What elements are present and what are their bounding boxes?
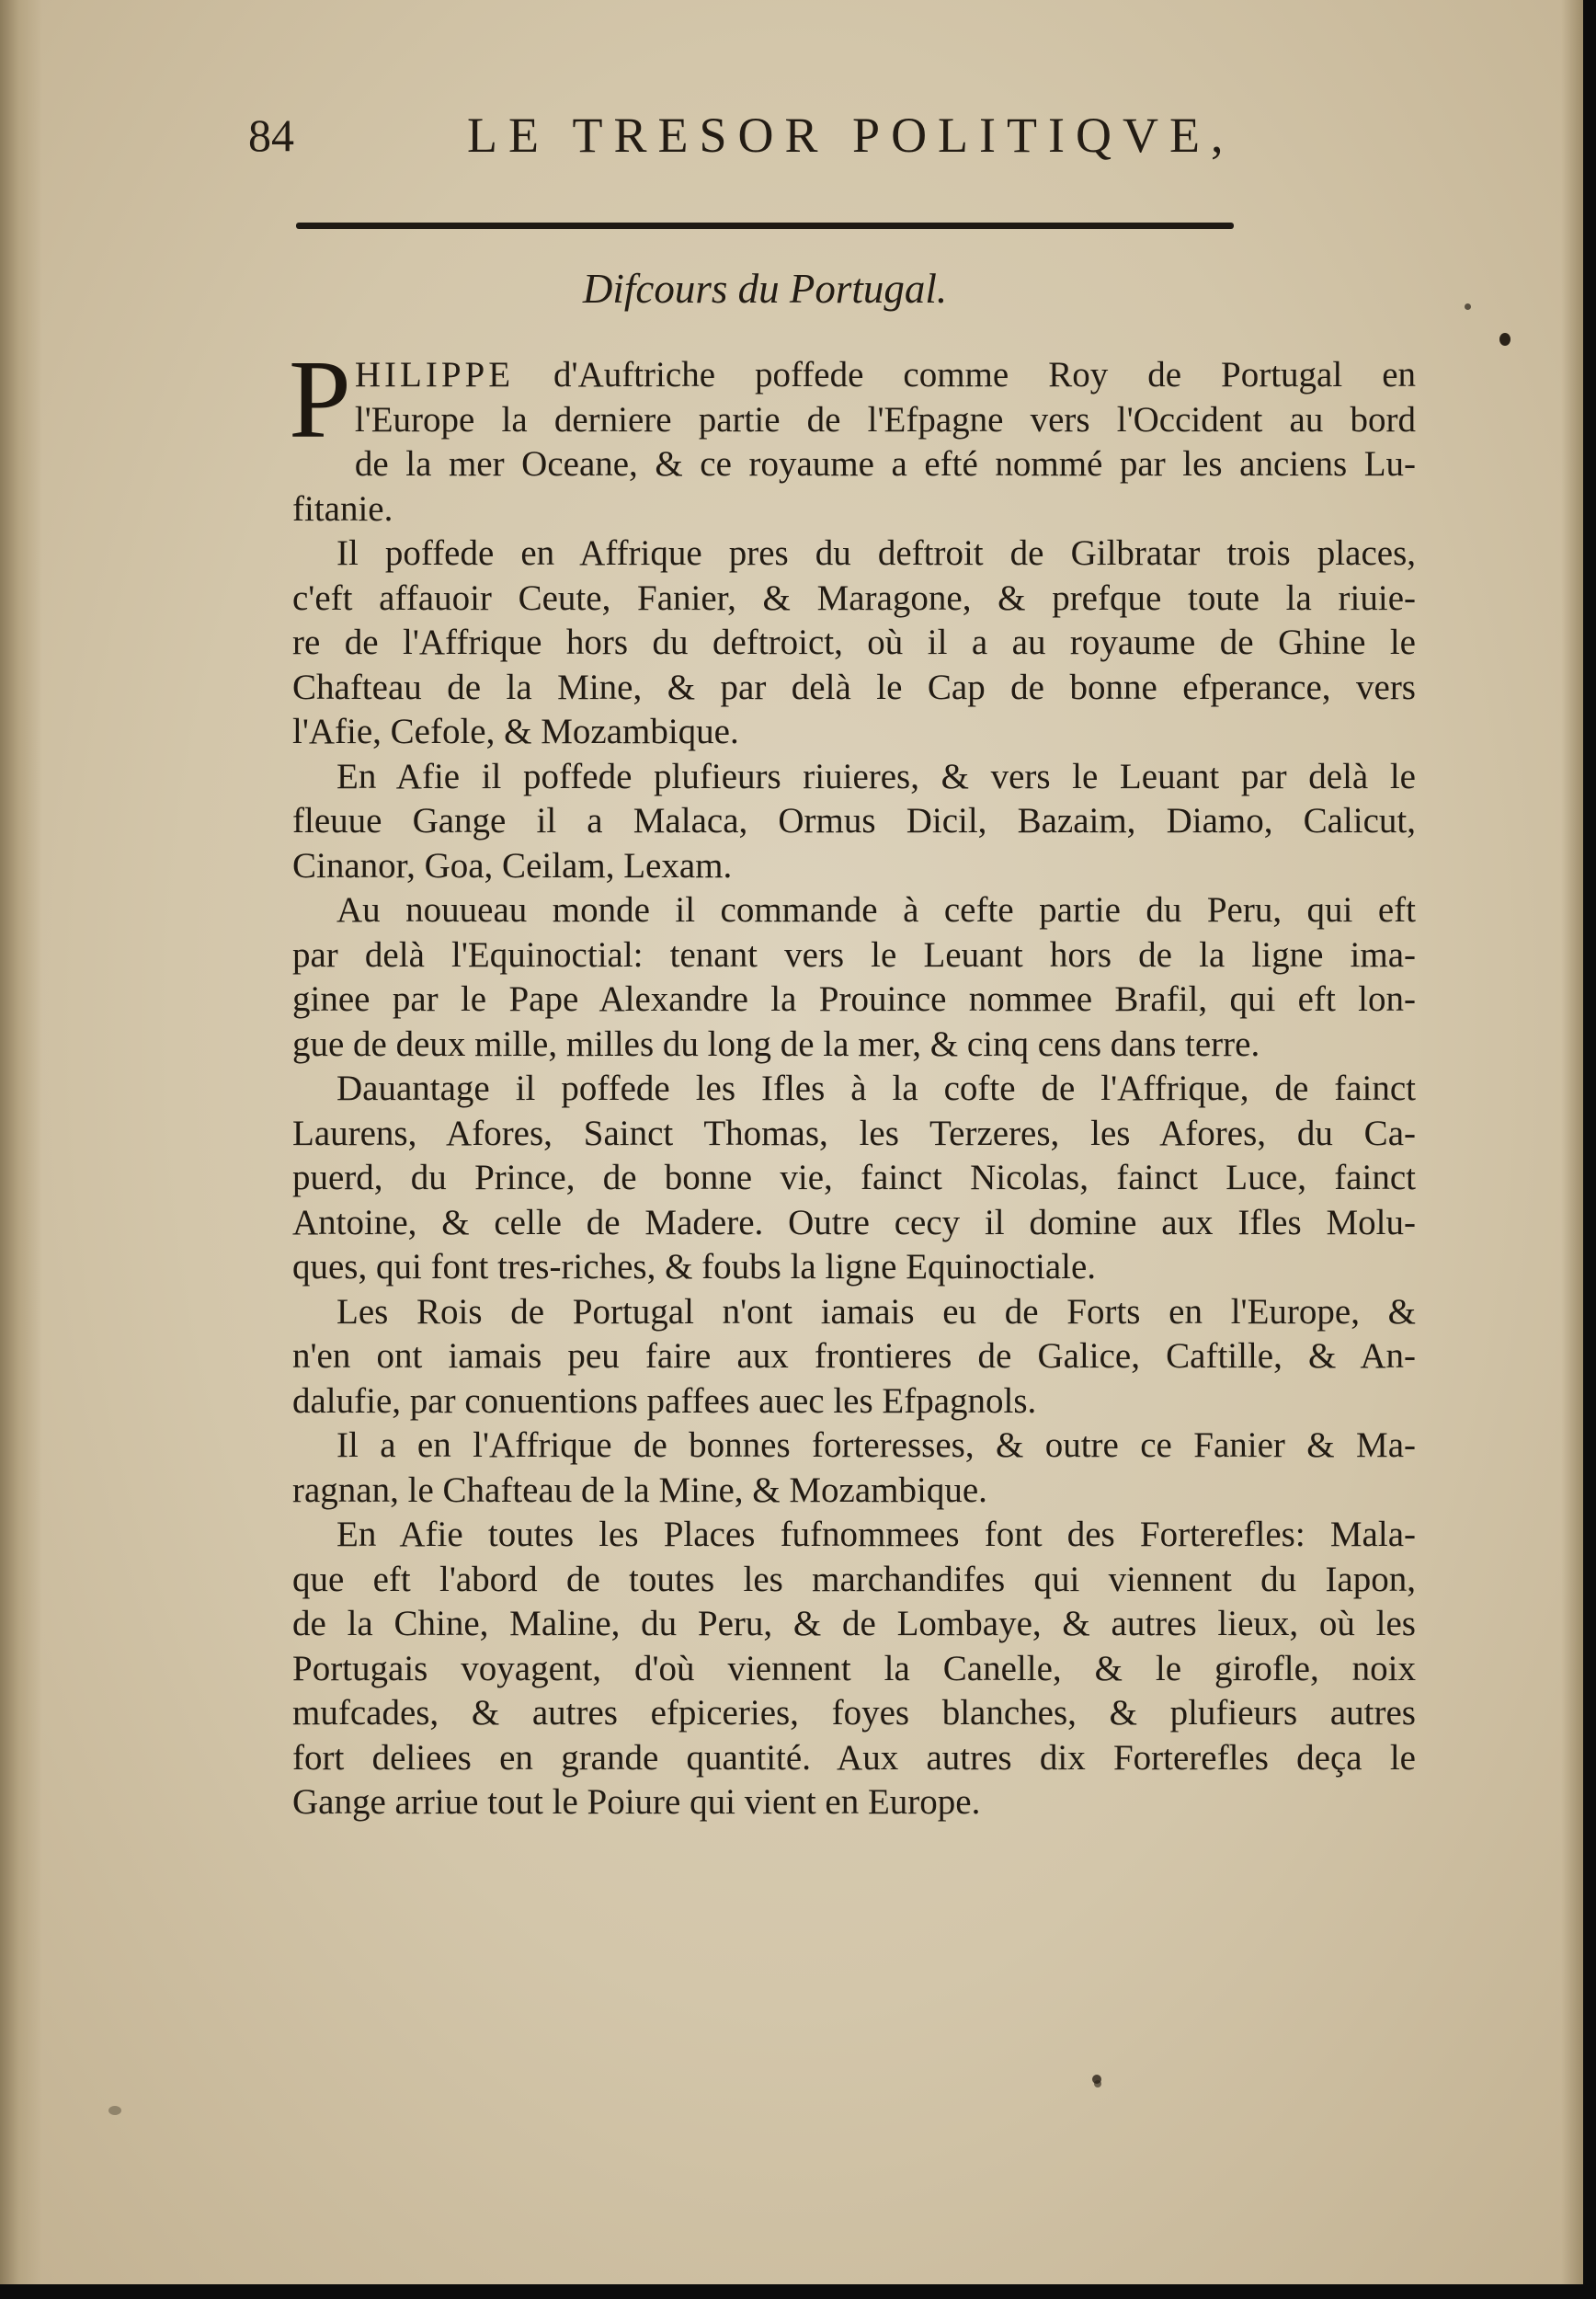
text-line: Portugais voyagent, d'où viennent la Canelle, & le girofle, noix [292,1648,1416,1688]
text-line: En Afie toutes les Places fufnommees font des Forterefles: Mala- [336,1515,1416,1554]
text-line: re de l'Affrique hors du deftroict, où il a au royaume de Ghine le [292,623,1416,662]
text-line: Il a en l'Affrique de bonnes forteresses, & outre ce Fanier & Ma- [336,1425,1416,1465]
text-line: dalufie, par conuentions paffees auec les Efpagnols. [292,1380,1037,1421]
text-line: Au nouueau monde il commande à cefte partie du Peru, qui eft [336,890,1416,930]
ink-speck [108,2106,121,2115]
ink-speck [1465,303,1471,310]
section-title: Difcours du Portugal. [582,266,948,312]
text-line: Antoine, & celle de Madere. Outre cecy il domine aux Ifles Molu- [292,1202,1416,1242]
text-line: Dauantage il poffede les Ifles à la cofte de l'Affrique, de fainct [336,1069,1416,1108]
paragraph [292,755,1416,889]
text-line: que eft l'abord de toutes les marchandifes qui viennent du Iapon, [292,1559,1416,1599]
text-line: n'en ont iamais peu faire aux frontieres de Galice, Caftille, & An- [292,1336,1416,1376]
gutter-shadow [0,0,42,2284]
paragraph [292,532,1416,755]
line-text: d'Auftriche poffede comme Roy de Portugal en [553,355,1417,395]
page-edge-shadow [1561,0,1583,2284]
text-line: fort deliees en grande quantité. Aux autres dix Forterefles deça le [292,1737,1416,1778]
text-line: Il poffede en Affrique pres du deftroit de Gilbratar trois places, [336,533,1416,573]
text-line: de la Chine, Maline, du Peru, & de Lombaye, & autres lieux, où les [292,1604,1416,1643]
text-line: puerd, du Prince, de bonne vie, fainct Nicolas, fainct Luce, fainct [292,1158,1416,1197]
paragraph [289,337,1417,532]
paragraph [292,888,1416,1067]
paragraph [292,1513,1416,1825]
text-line: gue de deux mille, milles du long de la mer, & cinq cens dans terre. [292,1024,1260,1064]
paragraph [292,1290,1416,1424]
text-line: l'Afie, Cefole, & Mozambique. [292,712,739,751]
paragraph [292,1424,1416,1513]
text-line: fitanie. [292,488,393,529]
text-line: ragnan, le Chafteau de la Mine, & Mozambique. [292,1470,987,1510]
text-line: En Afie il poffede plufieurs riuieres, & vers le Leuant par delà le [336,756,1416,796]
text-line: ginee par le Pape Alexandre la Prouince nommee Brafil, qui eft lon- [292,979,1416,1019]
text-line: par delà l'Equinoctial: tenant vers le Leuant hors de la ligne ima- [292,934,1416,975]
drop-cap-word-rest: HILIPPE [354,355,515,395]
text-line: Chafteau de la Mine, & par delà le Cap de bonne efperance, vers [292,667,1416,707]
text-line: Laurens, Afores, Sainct Thomas, les Terzeres, les Afores, du Ca- [292,1113,1416,1153]
paragraph [292,1067,1416,1290]
text-line: mufcades, & autres efpiceries, foyes blanches, & plufieurs autres [292,1693,1416,1733]
ink-speck [1499,333,1510,346]
header-rule [296,223,1234,229]
text-line: fleuue Gange il a Malaca, Ormus Dicil, Bazaim, Diamo, Calicut, [292,801,1416,841]
text-line: de la mer Oceane, & ce royaume a efté nommé par les anciens Lu- [354,444,1416,484]
running-head [248,103,1287,167]
ink-speck [1092,2075,1101,2084]
body-text [289,337,1417,1825]
text-line: Les Rois de Portugal n'ont iamais eu de Forts en l'Europe, & [336,1291,1416,1332]
text-line: c'eft affauoir Ceute, Fanier, & Maragone, & prefque toute la riuie- [292,578,1416,618]
text-line: ques, qui font tres-riches, & foubs la ligne Equinoctiale. [292,1247,1097,1287]
text-line: Cinanor, Goa, Ceilam, Lexam. [292,845,733,886]
text-line: Gange arriue tout le Poiure qui vient en Europe. [292,1782,981,1822]
page-number: 84 [248,109,294,161]
text-line [292,353,1416,398]
drop-cap: P [289,337,351,462]
text-line: l'Europe la derniere partie de l'Efpagne vers l'Occident au bord [354,399,1416,440]
running-title: LE TRESOR POLITIQVE, [467,108,1235,163]
